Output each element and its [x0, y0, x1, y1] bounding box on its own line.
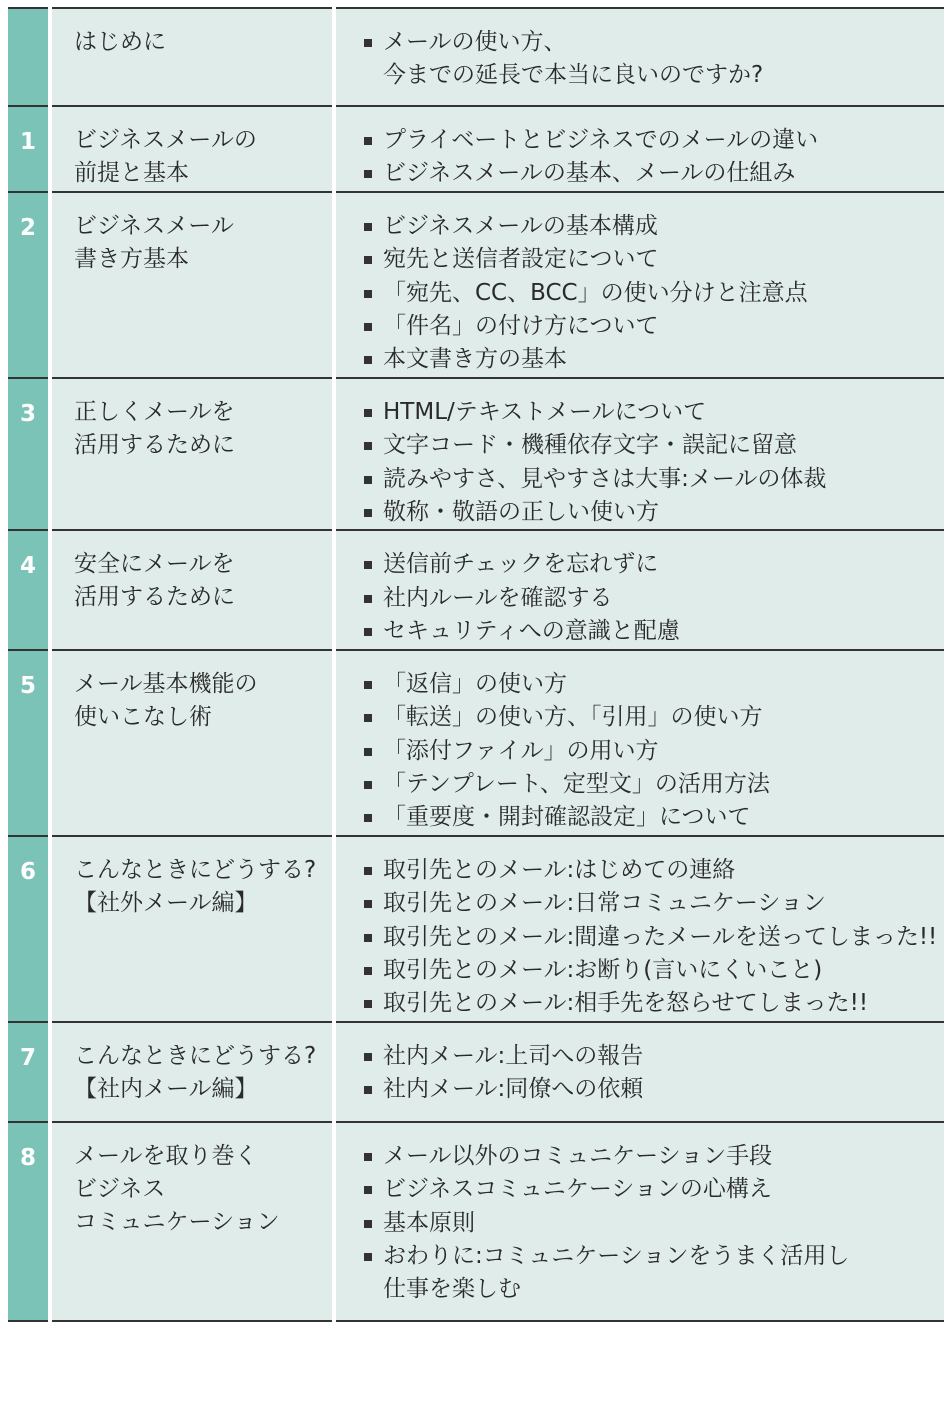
chapter-title-line: 【社外メール編】: [74, 889, 258, 916]
topic-text: 「宛先、CC、BCC」の使い分けと注意点: [383, 279, 808, 306]
chapter-topics: [334, 650, 944, 836]
chapter-topics: [334, 1022, 944, 1122]
topic-item: [362, 210, 944, 243]
topic-text: 取引先とのメール:間違ったメールを送ってしまった!!: [383, 923, 938, 950]
curriculum-row: [8, 650, 944, 836]
topic-item: [362, 343, 944, 376]
topic-text: 本文書き方の基本: [383, 346, 567, 373]
chapter-title-line: メールを取り巻く: [74, 1142, 258, 1169]
chapter-topics: [334, 192, 944, 378]
topic-text: 「件名」の付け方について: [383, 313, 659, 340]
chapter-title-line: こんなときにどうする?: [74, 856, 317, 883]
chapter-topics: [334, 530, 944, 649]
topic-text: 「重要度・開封確認設定」について: [383, 804, 751, 831]
topic-list: [362, 854, 944, 1021]
topic-item: [362, 1040, 944, 1073]
chapter-number: 4: [8, 530, 50, 649]
chapter-title-line: 書き方基本: [74, 245, 189, 272]
topic-item: [362, 463, 944, 496]
topic-text: ビジネスメールの基本、メールの仕組み: [383, 160, 796, 187]
topic-text: 取引先とのメール:お断り(言いにくいこと): [383, 956, 823, 983]
topic-item: [362, 277, 944, 310]
topic-text: 社内メール:同僚への依頼: [383, 1076, 644, 1103]
topic-item: [362, 1240, 944, 1307]
topic-text: ビジネスコミュニケーションの心構え: [383, 1176, 772, 1203]
topic-text: 取引先とのメール:はじめての連絡: [383, 856, 736, 883]
chapter-topics: [334, 8, 944, 106]
chapter-title-line: ビジネスメール: [74, 212, 234, 239]
curriculum-row: [8, 1122, 944, 1321]
curriculum-row: [8, 530, 944, 649]
topic-text: メール以外のコミュニケーション手段: [383, 1142, 773, 1169]
topic-item: [362, 310, 944, 343]
topic-text: ビジネスメールの基本構成: [383, 212, 658, 239]
topic-list: [362, 668, 944, 835]
topic-item: [362, 548, 944, 581]
chapter-title: [50, 1122, 334, 1321]
chapter-title-line: 前提と基本: [74, 160, 189, 186]
topic-list: [362, 124, 944, 191]
topic-item: [362, 735, 944, 768]
curriculum-row: [8, 836, 944, 1022]
topic-item: [362, 582, 944, 615]
chapter-title-line: 活用するために: [74, 431, 235, 458]
chapter-title: [50, 836, 334, 1022]
topic-item: [362, 396, 944, 429]
chapter-title-line: 正しくメールを: [74, 398, 235, 425]
topic-text: 「転送」の使い方、「引用」の使い方: [383, 704, 763, 731]
curriculum-row: [8, 378, 944, 531]
topic-list: [362, 210, 944, 377]
chapter-number: [8, 8, 50, 106]
topic-text: 社内ルールを確認する: [383, 584, 613, 611]
topic-text: 「テンプレート、定型文」の活用方法: [383, 770, 770, 797]
chapter-title-line: 活用するために: [74, 584, 235, 611]
topic-text: 宛先と送信者設定について: [383, 246, 659, 273]
topic-list: [362, 396, 944, 530]
topic-item: [362, 921, 944, 954]
topic-text: 基本原則: [383, 1209, 475, 1236]
topic-text: 読みやすさ、見やすさは大事:メールの体裁: [383, 465, 827, 492]
topic-text: 文字コード・機種依存文字・誤記に留意: [383, 432, 797, 459]
chapter-number: 5: [8, 650, 50, 836]
topic-text: 社内メール:上司への報告: [383, 1042, 644, 1069]
chapter-number: 1: [8, 106, 50, 192]
chapter-title-line: ビジネスメールの: [74, 127, 257, 153]
topic-text: 取引先とのメール:日常コミュニケーション: [383, 890, 826, 917]
chapter-topics: [334, 1122, 944, 1321]
chapter-topics: [334, 836, 944, 1022]
curriculum-table: [8, 7, 944, 1322]
topic-text: メールの使い方、: [383, 29, 567, 55]
topic-item: [362, 701, 944, 734]
topic-item: [362, 887, 944, 920]
topic-item: [362, 1207, 944, 1240]
chapter-title-line: メール基本機能の: [74, 670, 258, 697]
chapter-title: [50, 8, 334, 106]
chapter-topics: [334, 106, 944, 192]
chapter-title-line: はじめに: [74, 29, 166, 55]
chapter-title: [50, 192, 334, 378]
topic-text: 敬称・敬語の正しい使い方: [383, 499, 659, 526]
chapter-title: [50, 650, 334, 836]
chapter-number: 2: [8, 192, 50, 378]
topic-text: HTML/テキストメールについて: [383, 398, 707, 425]
chapter-title-line: コミュニケーション: [74, 1208, 280, 1235]
chapter-title: [50, 378, 334, 531]
topic-item: [362, 1140, 944, 1173]
topic-item: [362, 987, 944, 1020]
topic-item: [362, 954, 944, 987]
topic-text: セキュリティへの意識と配慮: [383, 618, 680, 645]
topic-item: [362, 496, 944, 529]
curriculum-row: [8, 8, 944, 106]
topic-item: [362, 668, 944, 701]
topic-text: 「返信」の使い方: [383, 670, 567, 697]
chapter-title: [50, 1022, 334, 1122]
topic-item: [362, 1073, 944, 1106]
table-body: [8, 8, 944, 1321]
chapter-title: [50, 530, 334, 649]
topic-item: [362, 243, 944, 276]
topic-item: [362, 768, 944, 801]
topic-text: 仕事を楽しむ: [383, 1276, 521, 1303]
chapter-title-line: 使いこなし術: [74, 703, 212, 730]
chapter-title-line: こんなときにどうする?: [74, 1042, 317, 1069]
chapter-topics: [334, 378, 944, 531]
chapter-number: 8: [8, 1122, 50, 1321]
topic-list: [362, 1040, 944, 1107]
topic-item: [362, 157, 944, 190]
topic-item: [362, 854, 944, 887]
chapter-title-line: ビジネス: [74, 1175, 166, 1202]
topic-list: [362, 26, 944, 93]
topic-text: 「添付ファイル」の用い方: [383, 737, 659, 764]
topic-item: [362, 801, 944, 834]
chapter-title-line: 安全にメールを: [74, 551, 235, 578]
topic-text: プライベートとビジネスでのメールの違い: [383, 127, 819, 153]
topic-item: [362, 124, 944, 157]
chapter-title-line: 【社内メール編】: [74, 1075, 258, 1102]
topic-text: おわりに:コミュニケーションをうまく活用し: [383, 1242, 850, 1269]
topic-item: [362, 429, 944, 462]
topic-item: [362, 1173, 944, 1206]
topic-text: 送信前チェックを忘れずに: [383, 551, 659, 578]
topic-list: [362, 548, 944, 648]
chapter-number: 7: [8, 1022, 50, 1122]
chapter-number: 3: [8, 378, 50, 531]
curriculum-row: [8, 192, 944, 378]
topic-text: 取引先とのメール:相手先を怒らせてしまった!!: [383, 990, 869, 1017]
topic-item: [362, 615, 944, 648]
curriculum-row: [8, 106, 944, 192]
curriculum-row: [8, 1022, 944, 1122]
topic-item: [362, 26, 944, 93]
topic-text: 今までの延長で本当に良いのですか?: [383, 62, 764, 89]
chapter-title: [50, 106, 334, 192]
topic-list: [362, 1140, 944, 1307]
chapter-number: 6: [8, 836, 50, 1022]
